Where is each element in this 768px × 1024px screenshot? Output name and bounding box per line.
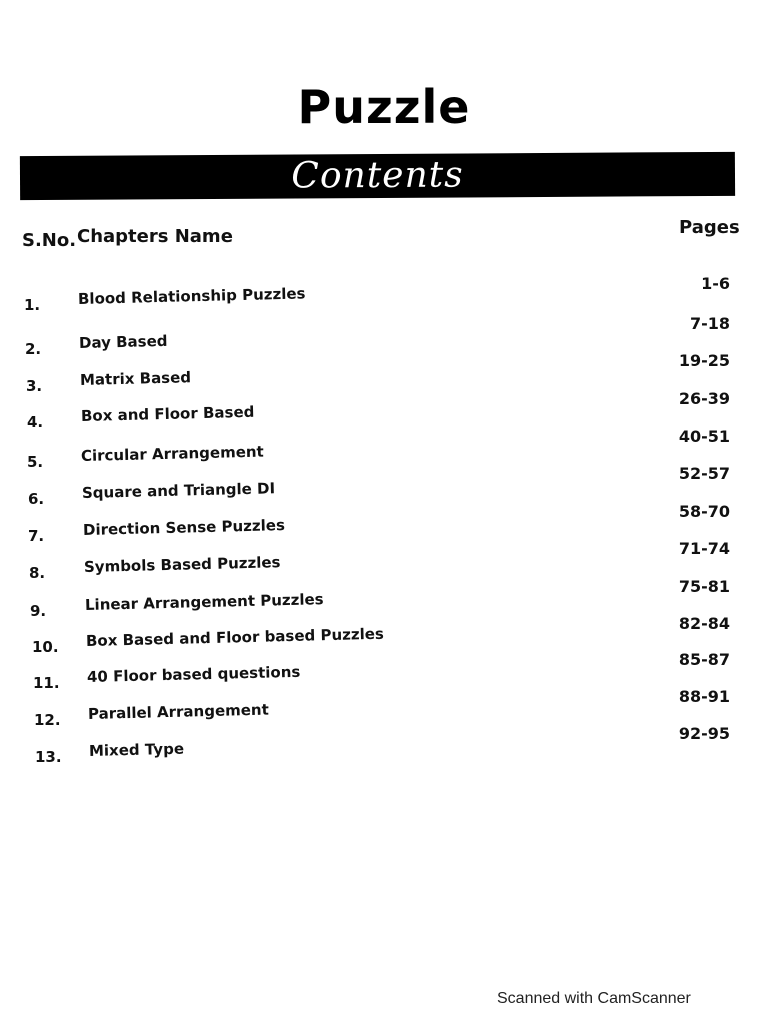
row-number: 1. — [24, 296, 41, 314]
contents-row — [0, 724, 768, 770]
scanner-watermark: Scanned with CamScanner — [497, 990, 691, 1007]
banner-title: Contents — [291, 154, 464, 197]
chapter-name: Direction Sense Puzzles — [82, 516, 286, 539]
page-range: 85-87 — [678, 650, 730, 669]
chapter-name: Day Based — [78, 331, 168, 352]
contents-row — [0, 314, 768, 358]
page-range: 71-74 — [678, 539, 730, 558]
chapter-name: Matrix Based — [79, 368, 192, 389]
chapter-name: Circular Arrangement — [80, 442, 264, 465]
chapter-name: Parallel Arrangement — [87, 700, 269, 723]
page-range: 1-6 — [701, 274, 730, 293]
row-number: 4. — [27, 413, 44, 431]
page-range: 75-81 — [678, 577, 730, 596]
page-range: 7-18 — [689, 314, 730, 333]
chapter-name: Square and Triangle DI — [81, 479, 276, 502]
chapter-name: Blood Relationship Puzzles — [77, 284, 306, 308]
row-number: 12. — [34, 711, 61, 729]
pages-header: Pages — [679, 217, 740, 238]
contents-banner — [20, 152, 735, 200]
chapter-name: Box Based and Floor based Puzzles — [85, 624, 385, 650]
row-number: 8. — [29, 564, 46, 582]
page-range: 88-91 — [678, 687, 730, 706]
chapter-name: Mixed Type — [88, 739, 185, 760]
row-number: 3. — [26, 377, 43, 395]
row-number: 9. — [30, 602, 47, 620]
chapter-name: 40 Floor based questions — [86, 662, 301, 686]
chapter-name: Box and Floor Based — [80, 402, 255, 425]
page-range: 40-51 — [678, 427, 730, 446]
row-number: 11. — [33, 674, 60, 692]
row-number: 7. — [28, 527, 45, 545]
chapter-name: Linear Arrangement Puzzles — [84, 590, 324, 614]
page-range: 26-39 — [678, 389, 730, 408]
page-range: 92-95 — [678, 724, 730, 743]
row-number: 10. — [32, 638, 59, 656]
page-range: 82-84 — [678, 614, 730, 633]
contents-row — [0, 274, 768, 314]
chapters-name-header: Chapters Name — [77, 226, 233, 247]
row-number: 13. — [35, 748, 62, 766]
page-range: 58-70 — [678, 502, 730, 521]
page-title: Puzzle — [297, 80, 471, 134]
page-range: 19-25 — [678, 351, 730, 370]
row-number: 5. — [27, 453, 44, 471]
page-range: 52-57 — [678, 464, 730, 483]
sno-header: S.No. — [22, 230, 77, 251]
chapter-name: Symbols Based Puzzles — [83, 553, 281, 576]
row-number: 6. — [28, 490, 45, 508]
row-number: 2. — [25, 340, 42, 358]
